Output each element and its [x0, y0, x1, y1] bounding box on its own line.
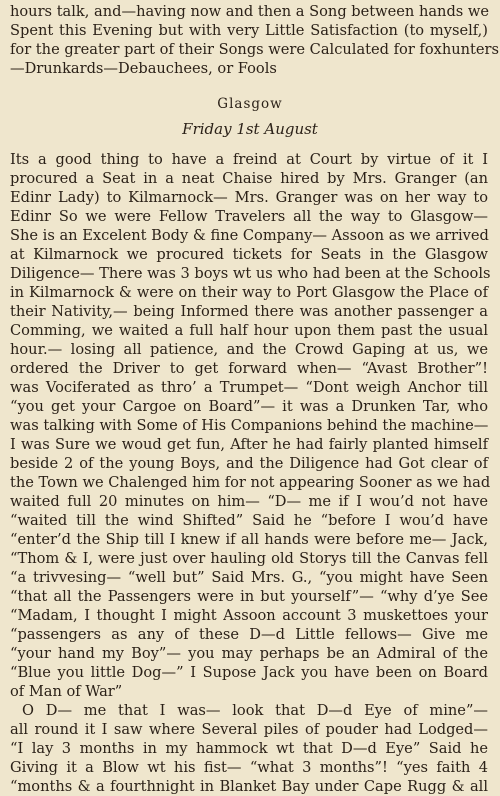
body-text: [10, 150, 491, 796]
text-line: “I lay 3 months in my hammock wt that D—d Eye” Said he: [10, 740, 488, 757]
text-line: O D— me that I was— look that D—d Eye of mine”—: [22, 702, 488, 719]
text-line: Diligence— There was 3 boys wt us who had been at the Schools: [10, 265, 491, 282]
text-line: in Kilmarnock & were on their way to Port Glasgow the Place of: [10, 284, 488, 301]
text-line: She is an Excelent Body & fine Company— Assoon as we arrived: [10, 227, 489, 244]
text-line: “Madam, I thought I might Assoon account 3 muskettoes your: [10, 607, 488, 624]
text-line: waited full 20 minutes on him— “D— me if I wou’d not have: [10, 493, 488, 510]
text-line: Edinr So we were Fellow Travelers all the way to Glasgow—: [10, 208, 488, 225]
text-line: “a trivvesing— “well but” Said Mrs. G., “you might have Seen: [10, 569, 488, 586]
text-line: Comming, we waited a full half hour upon them past the usual: [10, 322, 488, 339]
text-line: “passengers as any of these D—d Little fellows— Give me: [10, 626, 488, 643]
text-line: hour.— losing all patience, and the Crowd Gaping at us, we: [10, 341, 488, 358]
text-line: Edinr Lady) to Kilmarnock— Mrs. Granger was on her way to: [10, 189, 488, 206]
text-line: Spent this Evening but with very Little Satisfaction (to myself,): [10, 22, 488, 39]
text-line: their Nativity,— being Informed there was another passenger a: [10, 303, 488, 320]
text-line: —Drunkards—Debauchees, or Fools: [10, 60, 277, 77]
section-heading: Glasgow: [217, 96, 283, 112]
text-line: I was Sure we woud get fun, After he had fairly planted himself: [10, 436, 488, 453]
text-line: Giving it a Blow wt his fist— “what 3 months”! “yes faith 4: [10, 759, 488, 776]
intro-paragraph: [10, 2, 500, 78]
text-line: “your hand my Boy”— you may perhaps be an Admiral of the: [10, 645, 488, 662]
text-line: at Kilmarnock we procured tickets for Seats in the Glasgow: [10, 246, 488, 263]
text-line: “enter’d the Ship till I knew if all hands were before me— Jack,: [10, 531, 488, 548]
text-line: all round it I saw where Several piles of pouder had Lodged—: [10, 721, 488, 738]
text-line: ordered the Driver to get forward when— “Avast Brother”!: [10, 360, 488, 377]
text-line: “Blue you little Dog—” I Supose Jack you have been on Board: [10, 664, 488, 681]
text-line: beside 2 of the young Boys, and the Diligence had Got clear of: [10, 455, 488, 472]
text-line: the Town we Chalenged him for not appearing Sooner as we had: [10, 474, 491, 491]
text-line: “that all the Passengers were in but yourself”— “why d’ye See: [10, 588, 488, 605]
text-line: for the greater part of their Songs were Calculated for foxhunters: [10, 41, 500, 58]
text-line: procured a Seat in a neat Chaise hired by Mrs. Granger (an: [10, 170, 488, 187]
text-line: hours talk, and—having now and then a Song between hands we: [10, 3, 490, 20]
text-line: was Vociferated as thro’ a Trumpet— “Dont weigh Anchor till: [10, 379, 488, 396]
text-line: “Thom & I, were just over hauling old Storys till the Canvas fell: [10, 550, 488, 567]
text-line: was talking with Some of His Companions behind the machine—: [10, 417, 489, 434]
date-subheading: Friday 1st August: [182, 120, 318, 138]
text-line: “you get your Cargoe on Board”— it was a Drunken Tar, who: [10, 398, 488, 415]
text-line: “months & a fourthnight in Blanket Bay under Cape Rugg & all: [10, 778, 488, 795]
text-line: “waited till the wind Shifted” Said he “before I wou’d have: [10, 512, 488, 529]
text-line: Its a good thing to have a freind at Court by virtue of it I: [10, 151, 488, 168]
text-line: of Man of War”: [10, 683, 123, 700]
